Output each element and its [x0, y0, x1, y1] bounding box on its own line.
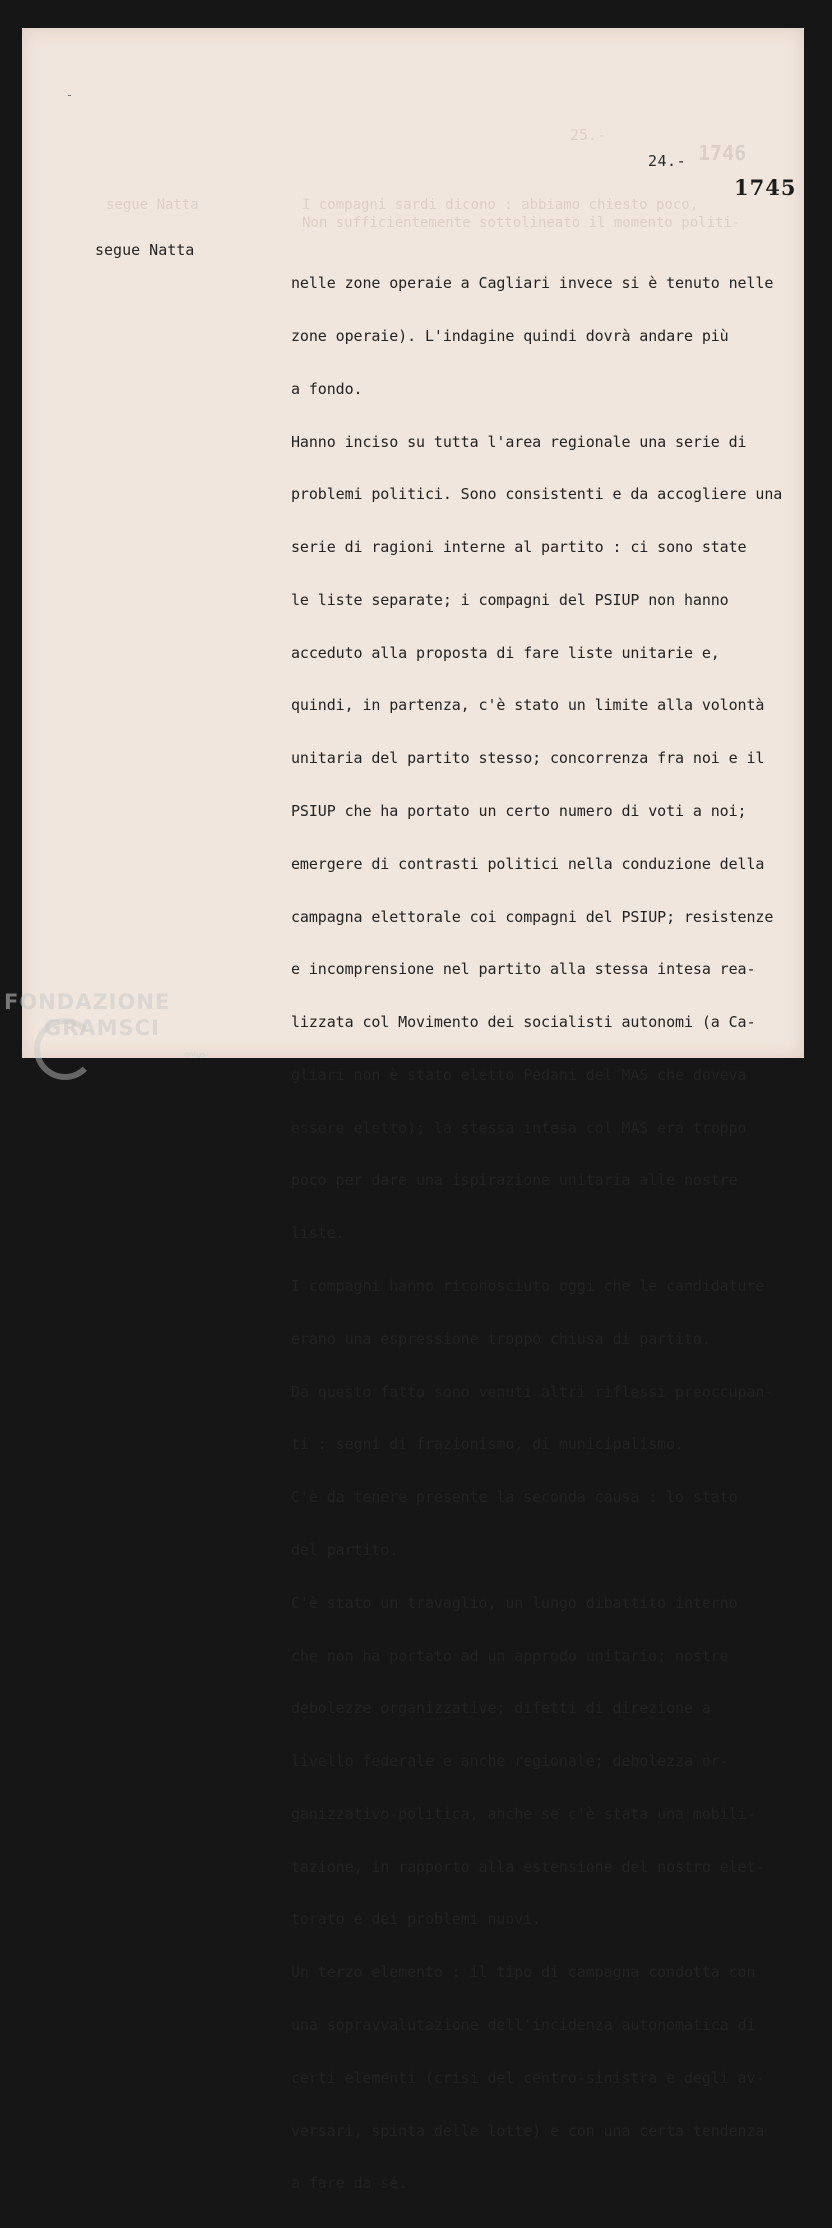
text-line: lizzata col Movimento dei socialisti autonomi (a Ca-	[291, 1013, 756, 1032]
text-line: quindi, in partenza, c'è stato un limite alla volontà	[291, 696, 765, 715]
text-line: serie di ragioni interne al partito : ci sono state	[291, 538, 747, 557]
text-line: I compagni hanno riconosciuto oggi che le candidature	[291, 1277, 765, 1296]
bleed-line-1: I compagni sardi dicono : abbiamo chiesto poco,	[302, 197, 699, 213]
text-line: C'è stato un travaglio, un lungo dibattito interno	[291, 1593, 738, 1612]
text-line: a fare da sé.	[291, 2174, 408, 2193]
text-line: unitaria del partito stesso; concorrenza fra noi e il	[291, 749, 765, 768]
text-line: liste.	[291, 1224, 345, 1243]
text-line: nelle zone operaie a Cagliari invece si è tenuto nelle	[291, 274, 774, 293]
speaker-label: segue Natta	[95, 241, 195, 259]
text-line: certi elementi (crisi del centro-sinistra e degli av-	[291, 2068, 765, 2087]
g-logo-icon	[34, 1018, 96, 1080]
text-line: campagna elettorale coi compagni del PSIUP; resistenze	[291, 907, 774, 926]
archive-stamp-number: 1745	[734, 175, 797, 200]
fondazione-gramsci-watermark	[4, 990, 206, 1059]
text-line: del partito.	[291, 1540, 399, 1559]
text-line: debolezze organizzative; difetti di direzione a	[291, 1699, 711, 1718]
text-line: PSIUP che ha portato un certo numero di voti a noi;	[291, 802, 747, 820]
text-line: una sopravvalutazione dell'incidenza autonomatica di	[291, 2015, 756, 2034]
watermark-line-1: FONDAZIONE	[4, 990, 171, 1014]
bleed-page-number: 25.-	[570, 126, 607, 144]
text-line: emergere di contrasti politici nella conduzione della	[291, 854, 765, 873]
watermark-line-2: GRAMSCI	[44, 1016, 160, 1040]
text-line: erano una espressione troppo chiusa di partito.	[291, 1329, 711, 1348]
text-line: versari, spinta delle lotte) e con una certa tendenza	[291, 2121, 765, 2140]
text-line: livello federale e anche regionale; debolezza or-	[291, 1752, 729, 1771]
bleed-stamp: 1746	[698, 141, 747, 165]
page-number: 24.-	[648, 152, 687, 170]
text-line: Hanno inciso su tutta l'area regionale una serie di	[291, 432, 747, 451]
text-line: essere eletto); la stessa intesa col MAS era troppo	[291, 1118, 747, 1137]
text-line: zone operaie). L'indagine quindi dovrà andare più	[291, 326, 729, 345]
document-page	[22, 28, 804, 2193]
text-line: acceduto alla proposta di fare liste unitarie e,	[291, 643, 720, 662]
text-line: Da questo fatto sono venuti altri riflessi preoccupan-	[291, 1382, 774, 1401]
text-line: torato e dei problemi nuovi.	[291, 1910, 542, 1929]
text-line: e incomprensione nel partito alla stessa intesa rea-	[291, 960, 756, 979]
text-line: a fondo.	[291, 379, 363, 398]
text-line: ti : segni di frazionismo, di municipalismo.	[291, 1435, 684, 1454]
text-line: ganizzativo-politica, anche se c'è stata una mobili-	[291, 1804, 756, 1823]
watermark-suffix: onlus	[184, 1050, 206, 1059]
text-line: Un terzo elemento : il tipo di campagna condotta con	[291, 1963, 756, 1982]
text-line: che non ha portato ad un approdo unitario; nostre	[291, 1646, 729, 1665]
text-line: tazione, in rapporto alla estensione del nostro elet-	[291, 1857, 765, 1876]
bleed-speaker: segue Natta	[106, 197, 199, 213]
margin-mark	[68, 95, 71, 96]
text-line: problemi politici. Sono consistenti e da accogliere una	[291, 485, 783, 504]
bleed-line-2: Non sufficientemente sottolineato il momento politi-	[302, 215, 741, 231]
text-line: gliari non è stato eletto Pedani del MAS che doveva	[291, 1065, 747, 1084]
body-text	[291, 240, 782, 2228]
text-line: poco per dare una ispirazione unitaria alle nostre	[291, 1171, 738, 1190]
text-line: le liste separate; i compagni del PSIUP non hanno	[291, 590, 729, 609]
text-line: C'è da tenere presente la seconda causa : lo stato	[291, 1488, 738, 1507]
